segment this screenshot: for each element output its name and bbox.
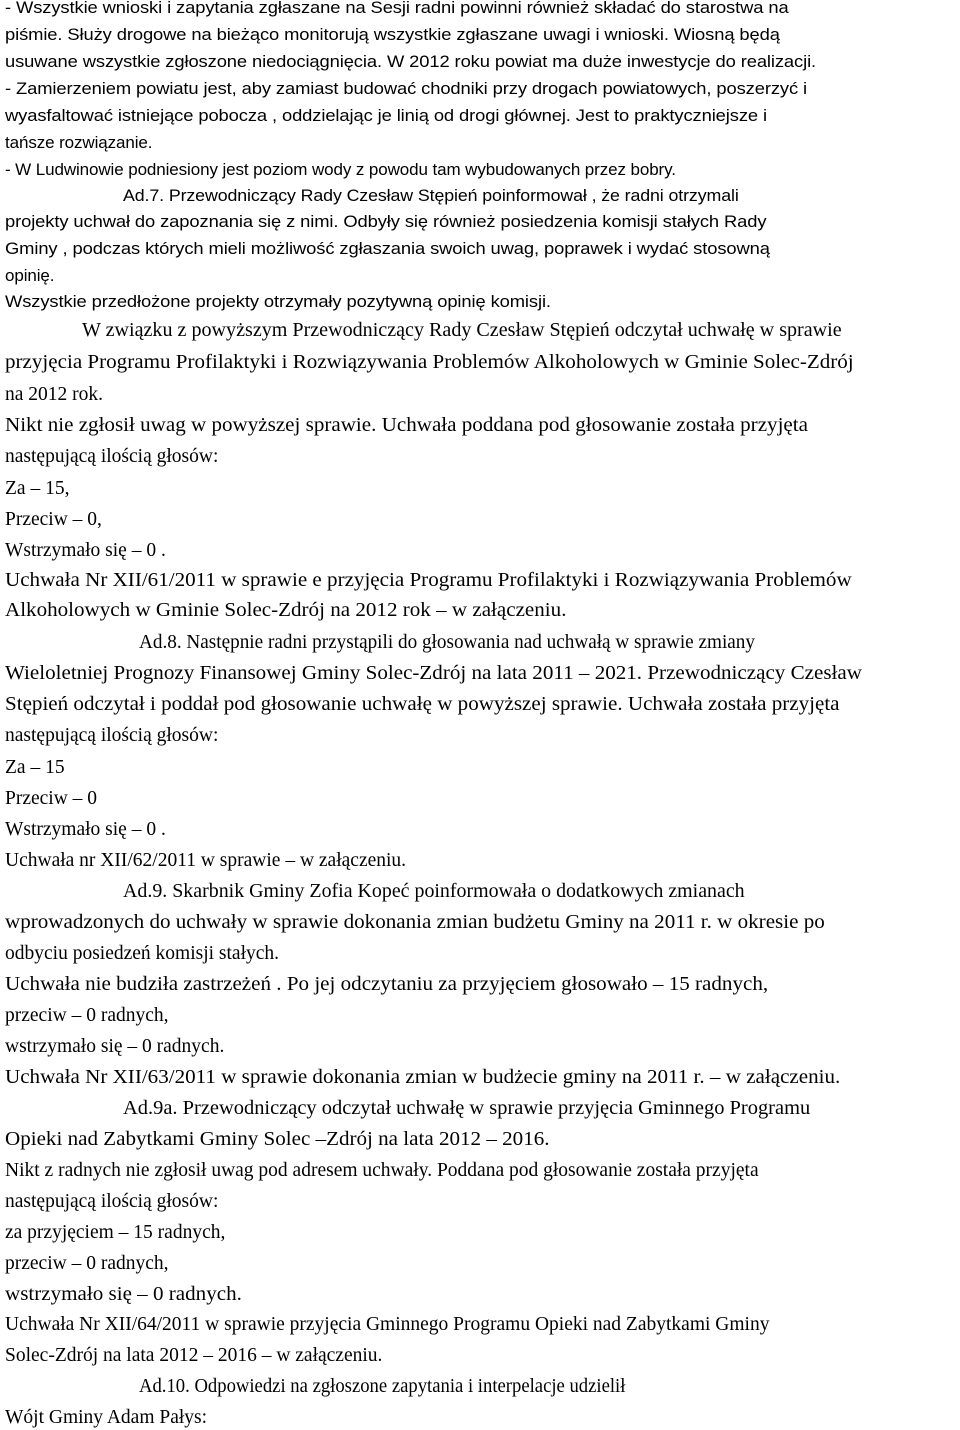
text-line: Uchwała Nr XII/64/2011 w sprawie przyjęcia Gminnego Programu Opieki nad Zabytkami Gminy [5, 1314, 770, 1335]
text-line: Wstrzymało się – 0 . [5, 540, 166, 561]
text-line: Wieloletniej Prognozy Finansowej Gminy Solec-Zdrój na lata 2011 – 2021. Przewodniczący Czesław [5, 663, 862, 684]
text-line: Alkoholowych w Gminie Solec-Zdrój na 2012 rok – w załączeniu. [5, 600, 567, 621]
text-line: piśmie. Służy drogowe na bieżąco monitorują wszystkie zgłaszane uwagi i wnioski. Wiosną będą [5, 25, 780, 44]
text-line: Uchwała nie budziła zastrzeżeń . Po jej odczytaniu za przyjęciem głosowało – 15 radnych, [5, 974, 769, 995]
text-line: Za – 15 [5, 757, 65, 778]
text-line: przyjęcia Programu Profilaktyki i Rozwiązywania Problemów Alkoholowych w Gminie Solec-Zdrój [5, 352, 854, 373]
text-line: Wstrzymało się – 0 . [5, 819, 166, 840]
text-line: W związku z powyższym Przewodniczący Rady Czesław Stępień odczytał uchwałę w sprawie [82, 320, 842, 341]
text-line: Uchwała nr XII/62/2011 w sprawie – w załączeniu. [5, 850, 407, 871]
text-line: - Wszystkie wnioski i zapytania zgłaszane na Sesji radni powinni również składać do starostwa na [5, 0, 789, 17]
text-line: Ad.8. Następnie radni przystąpili do głosowania nad uchwałą w sprawie zmiany [139, 632, 755, 653]
text-line: następującą ilością głosów: [5, 725, 219, 746]
text-line: Gminy , podczas których mieli możliwość zgłaszania swoich uwag, poprawek i wydać stosowną [5, 239, 770, 258]
text-line: Stępień odczytał i poddał pod głosowanie uchwałę w powyższej sprawie. Uchwała została przyjęta [5, 694, 840, 715]
text-line: usuwane wszystkie zgłoszone niedociągnięcia. W 2012 roku powiat ma duże inwestycje do realizacji. [5, 52, 817, 71]
text-line: Ad.7. Przewodniczący Rady Czesław Stępień poinformował , że radni otrzymali [123, 186, 739, 205]
text-line: następującą ilością głosów: [5, 446, 219, 467]
text-line: tańsze rozwiązanie. [5, 133, 153, 152]
text-line: Nikt nie zgłosił uwag w powyższej sprawie. Uchwała poddana pod głosowanie została przyjęta [5, 415, 808, 436]
text-line: przeciw – 0 radnych, [5, 1253, 169, 1274]
text-line: Opieki nad Zabytkami Gminy Solec –Zdrój na lata 2012 – 2016. [5, 1129, 550, 1150]
text-line: Nikt z radnych nie zgłosił uwag pod adresem uchwały. Poddana pod głosowanie została przyjęta [5, 1160, 759, 1181]
text-line: opinię. [5, 266, 55, 285]
text-line: Przeciw – 0 [5, 788, 98, 809]
text-line: Solec-Zdrój na lata 2012 – 2016 – w załączeniu. [5, 1345, 383, 1366]
text-line: Za – 15, [5, 478, 70, 499]
text-line: Uchwała Nr XII/63/2011 w sprawie dokonania zmian w budżecie gminy na 2011 r. – w załączeniu. [5, 1067, 841, 1088]
text-line: wprowadzonych do uchwały w sprawie dokonania zmian budżetu Gminy na 2011 r. w okresie po [5, 912, 825, 933]
text-line: na 2012 rok. [5, 384, 104, 405]
text-line: Uchwała Nr XII/61/2011 w sprawie e przyjęcia Programu Profilaktyki i Rozwiązywania Problemów [5, 570, 852, 591]
text-line: następującą ilością głosów: [5, 1191, 219, 1212]
text-line: Ad.10. Odpowiedzi na zgłoszone zapytania i interpelacje udzielił [139, 1376, 626, 1397]
text-line: wyasfaltować istniejące pobocza , oddzielając je linią od drogi głównej. Jest to praktyczniejsze i [5, 106, 767, 125]
text-line: przeciw – 0 radnych, [5, 1005, 169, 1026]
text-line: wstrzymało się – 0 radnych. [5, 1036, 225, 1057]
text-line: za przyjęciem – 15 radnych, [5, 1222, 226, 1243]
text-line: Wszystkie przedłożone projekty otrzymały pozytywną opinię komisji. [5, 292, 551, 311]
text-line: odbyciu posiedzeń komisji stałych. [5, 943, 280, 964]
text-line: wstrzymało się – 0 radnych. [5, 1284, 242, 1305]
text-line: Ad.9a. Przewodniczący odczytał uchwałę w sprawie przyjęcia Gminnego Programu [123, 1098, 811, 1119]
text-line: - W Ludwinowie podniesiony jest poziom wody z powodu tam wybudowanych przez bobry. [5, 160, 676, 179]
text-line: Wójt Gminy Adam Pałys: [5, 1407, 208, 1428]
text-line: projekty uchwał do zapoznania się z nimi. Odbyły się również posiedzenia komisji stałych Rady [5, 212, 767, 231]
text-line: - Zamierzeniem powiatu jest, aby zamiast budować chodniki przy drogach powiatowych, poszerzyć i [5, 79, 808, 98]
text-line: Ad.9. Skarbnik Gminy Zofia Kopeć poinformowała o dodatkowych zmianach [123, 881, 745, 902]
text-line: Przeciw – 0, [5, 509, 102, 530]
